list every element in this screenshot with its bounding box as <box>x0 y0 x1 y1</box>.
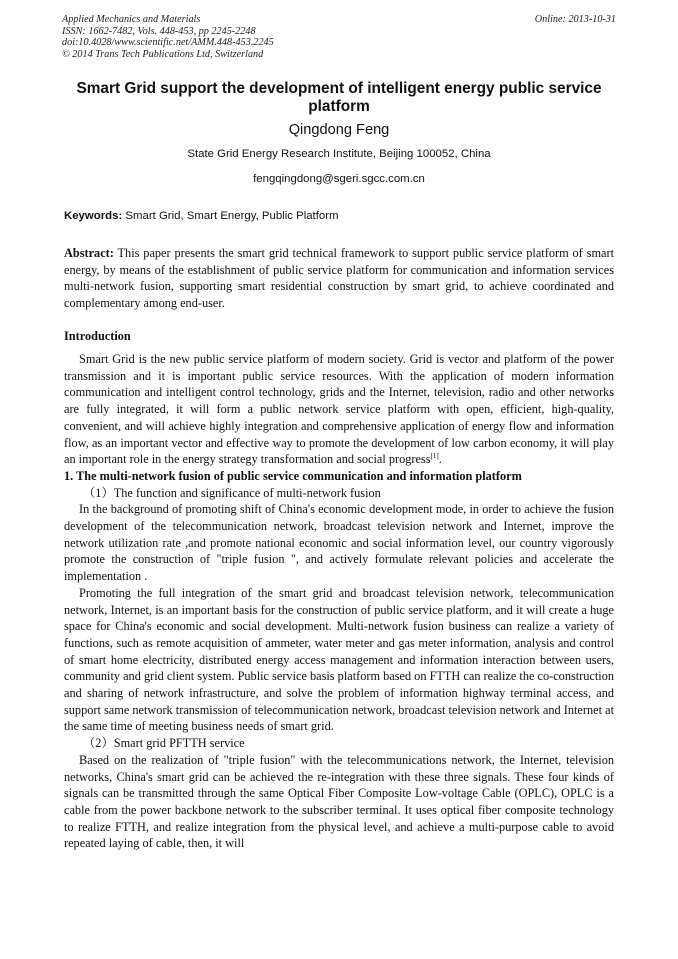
introduction-paragraph <box>64 351 614 468</box>
subsection-2-heading: （2）Smart grid PFTTH service <box>83 736 245 751</box>
abstract-label: Abstract: <box>64 246 114 260</box>
author-name: Qingdong Feng <box>288 122 390 138</box>
author-email: fengqingdong@sgeri.sgcc.com.cn <box>253 173 425 185</box>
citation-ref: [1] <box>430 452 439 461</box>
section-1-paragraph-3: Based on the realization of "triple fusion" with the telecommunications network, the Internet, television networks, China's smart grid can be achieved the re-integration with these three signals. These four kinds of signals can be transmitted through the same Optical Fiber Composite Low-voltage Cable (OPLC), OPLC is a cable from the power backbone network to the subscriber terminal. It uses optical fiber composite technology to realize FTTH, and realize integration from the physical level, and achieve a multi-purpose cable to avoid repeated laying of cable, then, it will <box>64 752 614 851</box>
abstract-text: This paper presents the smart grid technical framework to support public service platform of smart energy, by means of the establishment of public service platform for communication and information services multi-network fusion, supporting smart residential construction by smart grid, to achieve coordinated and complementary among end-user. <box>64 246 614 311</box>
subsection-1-heading: （1）The function and significance of multi-network fusion <box>83 485 381 500</box>
issn-line: ISSN: 1662-7482, Vols. 448-453, pp 2245-2248 <box>62 25 256 37</box>
introduction-heading: Introduction <box>64 329 131 343</box>
doi-line: doi:10.4028/www.scientific.net/AMM.448-453.2245 <box>62 37 274 49</box>
main-text <box>64 351 614 852</box>
copyright-line: © 2014 Trans Tech Publications Ltd, Switzerland <box>62 48 264 60</box>
abstract <box>64 245 614 312</box>
keywords-text: Smart Grid, Smart Energy, Public Platform <box>122 210 339 222</box>
section-1-heading: 1. The multi-network fusion of public service communication and information platform <box>64 468 522 483</box>
introduction-end: . <box>438 452 442 467</box>
section-1-paragraph-2: Promoting the full integration of the smart grid and broadcast television network, telecommunication network, Internet, is an important basis for the construction of public service platform, and it will create a huge space for China's economic and social development. Multi-network fusion business can realize a variety of functions, such as remote acquisition of ammeter, water meter and gas meter information, analysis and control of smart home electricity, distributed energy access management and information interaction between users, community and grid client system. Public service basis platform based on FTTH can realize the co-construction and sharing of network infrastructure, and solve the problem of information highway terminal access, and support same network transmission of telecommunication network, broadcast television network and Internet at the same time of meeting business needs of smart grid. <box>64 585 614 734</box>
paper-title: Smart Grid support the development of intelligent energy public service platform <box>76 80 602 115</box>
keywords-label: Keywords: <box>64 210 123 222</box>
journal-name: Applied Mechanics and Materials <box>62 14 201 25</box>
online-date: Online: 2013-10-31 <box>534 14 616 25</box>
introduction-text: Smart Grid is the new public service platform of modern society. Grid is vector and platform of the power transmission and it is important public service resources. With the application of modern information communication and intelligent control technology, grids and the Internet, television, radio and other networks are fully integrated, it will form a public network service platform with open, efficient, high-quality, convenient, and will achieve highly integration and comprehensive application of energy flow and information flow, as an important vector and effective way to promote the development of low carbon economy, it will play an important role in the energy strategy transformation and social progress <box>64 352 614 467</box>
keywords <box>64 209 616 224</box>
section-1-paragraph-1: In the background of promoting shift of China's economic development mode, in order to achieve the fusion development of the telecommunication network, broadcast television network and Internet, improve the network utilization rate ,and promote national economic and social information level, our country vigorously promote the construction of "triple fusion ", and actively formulate relevant policies and accelerate the implementation . <box>64 502 614 584</box>
journal-header <box>62 14 616 60</box>
author-affiliation: State Grid Energy Research Institute, Beijing 100052, China <box>187 148 491 160</box>
